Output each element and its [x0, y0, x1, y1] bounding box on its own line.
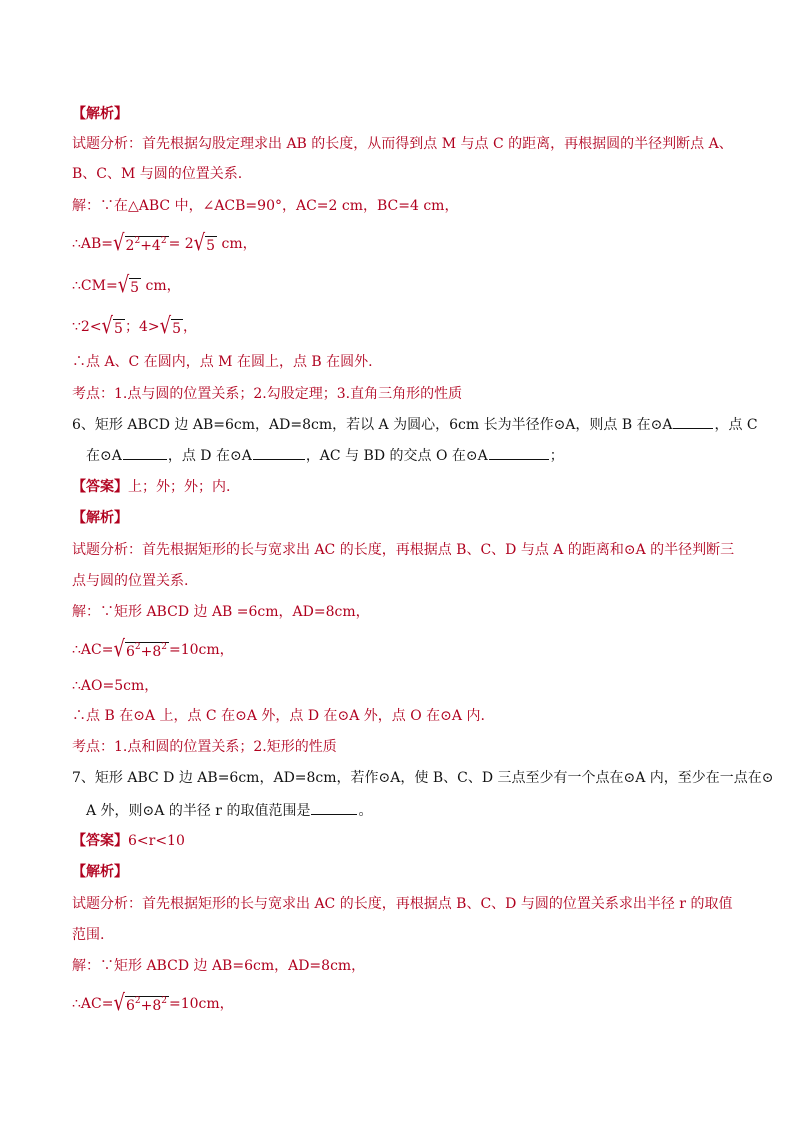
question-6-line-2: 在⊙A ，点 D 在⊙A ，AC 与 BD 的交点 O 在⊙A ；: [86, 445, 724, 466]
formula-tail: cm，: [217, 236, 257, 252]
formula-line-ac: ∴AC= √ $6^2+8^2$ =10cm，: [72, 636, 234, 663]
solution-text: 解：∵在△ABC 中，∠ACB=90°，AC=2 cm，BC=4 cm，: [72, 198, 459, 214]
solution-line: 解：∵矩形 ABCD 边 AB =6cm，AD=8cm，: [72, 604, 370, 620]
analysis-text-line-2: 范围.: [72, 927, 105, 943]
analysis-heading: [72, 104, 724, 124]
sqrt-expression: √ 5: [193, 230, 216, 257]
answer-label: 【答案】: [72, 833, 128, 849]
formula-line-ao: ∴AO=5cm，: [72, 678, 159, 694]
analysis-heading: 【解析】: [72, 510, 128, 526]
analysis-text-line-1: 试题分析：首先根据矩形的长与宽求出 AC 的长度，再根据点 B、C、D 与圆的位置关系求出半径 r 的取值: [72, 896, 733, 912]
conclusion-line: ∴点 A、C 在圆内，点 M 在圆上，点 B 在圆外.: [72, 354, 373, 370]
question-7-line-1: 7、矩形 ABC D 边 AB=6cm，AD=8cm，若作⊙A，使 B、C、D 三点至少有一个点在⊙A 内，至少在一点在⊙: [72, 770, 774, 786]
knowledge-point-line: 考点：1.点和圆的位置关系；2.矩形的性质: [72, 739, 337, 755]
formula-line-ab: [72, 230, 724, 257]
formula-line-cm: ∴CM= √ 5 cm，: [72, 272, 181, 299]
analysis-text-line-1: 试题分析：首先根据矩形的长与宽求出 AC 的长度，再根据点 B、C、D 与点 A 的距离和⊙A 的半径判断三: [72, 542, 735, 558]
conclusion-line: ∴点 B 在⊙A 上，点 C 在⊙A 外，点 D 在⊙A 外，点 O 在⊙A 内.: [72, 708, 485, 724]
analysis-label: 【解析】: [72, 106, 128, 122]
solution-line: 解：∵矩形 ABCD 边 AB=6cm，AD=8cm，: [72, 958, 366, 974]
answer-line-6: [72, 477, 724, 497]
question-6-line-1: 6、矩形 ABCD 边 AB=6cm，AD=8cm，若以 A 为圆心，6cm 长为半径作⊙A，则点 B 在⊙A ，点 C: [72, 414, 724, 435]
answer-blank: [489, 445, 549, 460]
analysis-text: B、C、M 与圆的位置关系.: [72, 166, 243, 182]
answer-line-7: [72, 831, 724, 851]
analysis-text-line-1: [72, 134, 733, 154]
knowledge-point-line: 考点：1.点与圆的位置关系；2.勾股定理；3.直角三角形的性质: [72, 386, 463, 402]
formula-line-ac: ∴AC= √ $6^2+8^2$ =10cm，: [72, 990, 234, 1017]
sqrt-expression: √ 5: [101, 313, 123, 340]
sqrt-expression: √ $6^2+8^2$: [113, 990, 167, 1017]
answer-text: 上；外；外；内.: [128, 479, 231, 495]
analysis-text-line-2: 点与圆的位置关系.: [72, 573, 189, 589]
answer-blank: [123, 445, 167, 460]
formula-lead: ∴AB=: [72, 236, 114, 252]
formula-line-compare: ∵2< √ 5 ；4> √ 5 ，: [72, 313, 197, 340]
analysis-heading: 【解析】: [72, 864, 128, 880]
analysis-text-line-2: [72, 164, 724, 184]
sqrt-expression: √ 5: [159, 313, 181, 340]
answer-text: 6<r<10: [128, 833, 185, 849]
sqrt-expression: √ $6^2+8^2$: [113, 636, 167, 663]
formula-mid: = 2: [168, 236, 194, 252]
analysis-text: 试题分析：首先根据勾股定理求出 AB 的长度，从而得到点 M 与点 C 的距离，再根据圆的半径判断点 A、: [72, 136, 733, 152]
question-7-line-2: A 外，则⊙A 的半径 r 的取值范围是 。: [86, 800, 724, 821]
sqrt-expression: √ $2^2+4^2$: [113, 230, 167, 257]
solution-line: [72, 196, 724, 216]
answer-blank: [673, 414, 713, 429]
sqrt-expression: √ 5: [117, 272, 140, 299]
answer-label: 【答案】: [72, 479, 128, 495]
answer-blank: [253, 445, 305, 460]
answer-blank: [311, 800, 357, 815]
